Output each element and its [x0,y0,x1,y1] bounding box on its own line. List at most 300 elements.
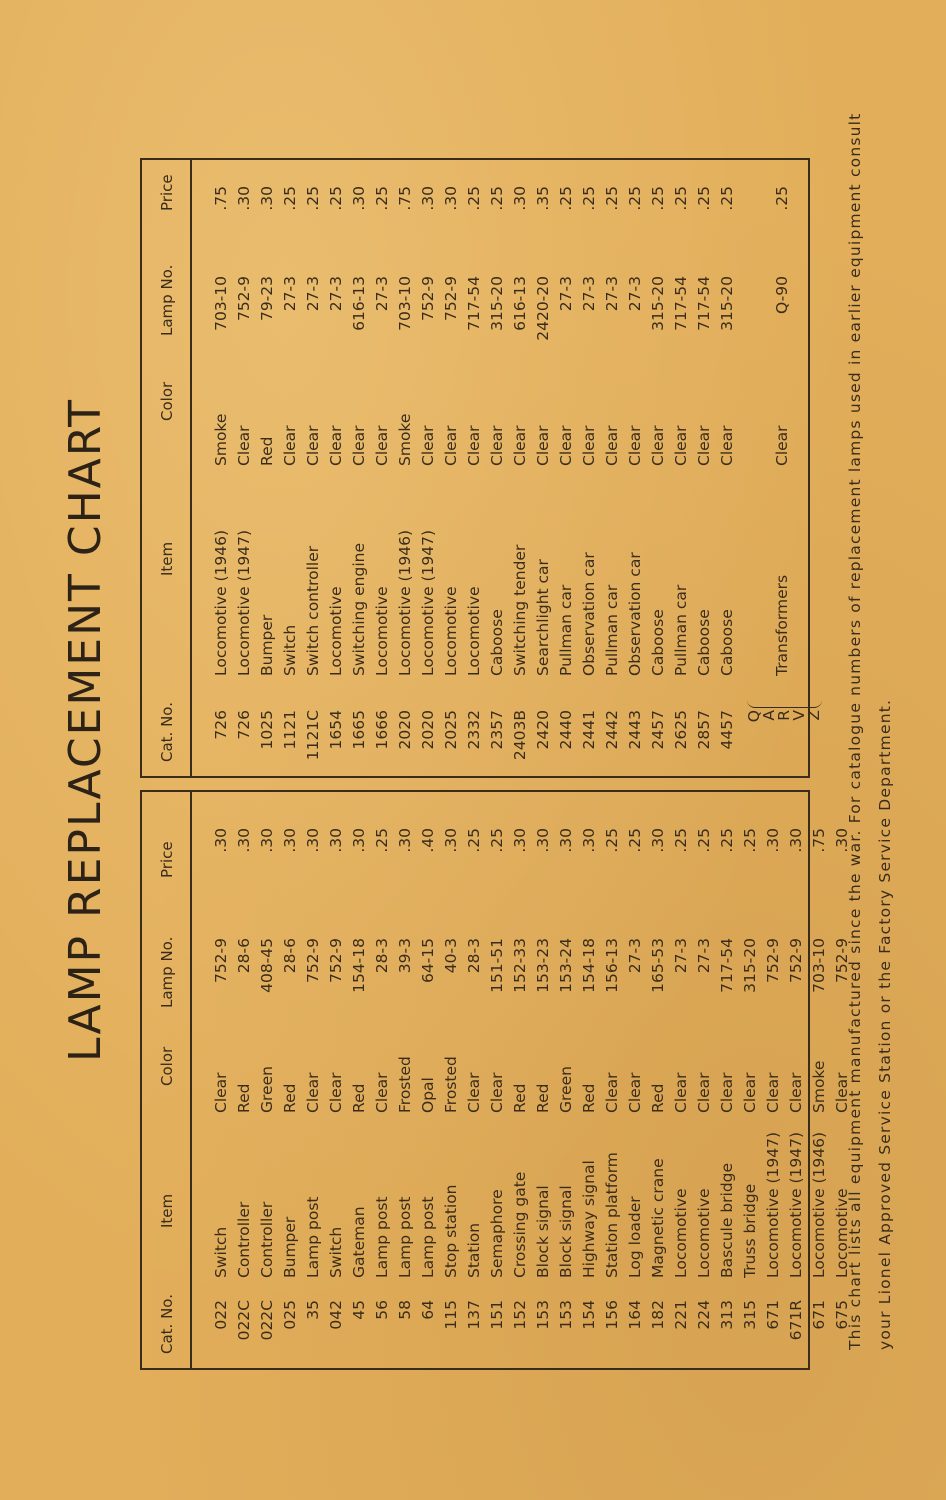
lamp-no-cell: 156-13 [603,938,621,993]
right-table [140,158,823,778]
cat-no-cell: 151 [488,1300,506,1330]
table-row [233,792,256,1368]
price-cell: .30 [419,186,437,211]
transformer-item-cell: Transformers [772,574,791,676]
header-item: Item [158,541,176,576]
item-cell: Lamp post [373,1196,391,1278]
cat-no-cell: 1665 [350,710,368,750]
item-cell: Locomotive (1947) [235,530,253,676]
price-cell: .75 [212,186,230,211]
table-row [463,160,486,776]
table-row [647,160,670,776]
table-row [325,160,348,776]
price-cell: .30 [442,828,460,853]
price-cell: .25 [695,186,713,211]
cat-no-cell: 2332 [465,710,483,750]
header-cat-no: Cat. No. [158,1294,176,1354]
lamp-no-cell: 752-9 [419,276,437,322]
item-cell: Locomotive [442,586,460,676]
cat-no-cell: 64 [419,1300,437,1320]
item-cell: Bumper [281,1216,299,1278]
cat-no-cell: 726 [235,710,253,740]
item-cell: Searchlight car [534,559,552,676]
color-cell: Clear [741,1072,759,1113]
item-cell: Log loader [626,1196,644,1278]
cat-no-cell: 1666 [373,710,391,750]
table-row [394,160,417,776]
item-cell: Locomotive (1946) [212,530,230,676]
color-cell: Red [258,436,276,466]
lamp-no-cell: 64-15 [419,938,437,984]
cat-no-cell: 152 [511,1300,529,1330]
header-lamp-no: Lamp No. [158,264,176,336]
lamp-no-cell: 28-3 [373,938,391,974]
left-table-rows [192,792,854,1368]
price-cell: .40 [419,828,437,853]
color-cell: Clear [304,425,322,466]
lamp-no-cell: 703-10 [212,276,230,331]
cat-no-cell: 153 [557,1300,575,1330]
lamp-no-cell: 27-3 [373,276,391,312]
color-cell: Clear [373,425,391,466]
color-cell: Clear [672,425,690,466]
color-cell: Clear [212,1072,230,1113]
table-row [601,160,624,776]
color-cell: Frosted [442,1056,460,1113]
cat-no-cell: 4457 [718,710,736,750]
item-cell: Lamp post [419,1196,437,1278]
item-cell: Locomotive [327,586,345,676]
cat-no-cell: 182 [649,1300,667,1330]
right-table-rows [192,160,823,776]
price-cell: .25 [626,186,644,211]
table-row [716,160,739,776]
transformer-letter: V [790,710,808,721]
table-row [716,792,739,1368]
color-cell: Green [557,1066,575,1113]
cat-no-cell: 2020 [419,710,437,750]
footnote-line-2: your Lionel Approved Service Station or the Factory Service Department. [876,698,894,1350]
table-row [256,160,279,776]
header-lamp-no: Lamp No. [158,936,176,1008]
table-row [647,792,670,1368]
table-row [555,792,578,1368]
color-cell: Clear [350,425,368,466]
cat-no-cell: 2441 [580,710,598,750]
lamp-no-cell: 39-3 [396,938,414,974]
price-cell: .30 [580,828,598,853]
cat-no-cell: 224 [695,1300,713,1330]
cat-no-cell: 042 [327,1300,345,1330]
table-row [693,160,716,776]
lamp-no-cell: 315-20 [741,938,759,993]
cat-no-cell: 022C [258,1300,276,1341]
table-row [440,160,463,776]
item-cell: Station platform [603,1152,621,1278]
price-cell: .30 [212,828,230,853]
table-row [325,792,348,1368]
lamp-no-cell: 153-24 [557,938,575,993]
table-row [279,792,302,1368]
price-cell: .35 [534,186,552,211]
lamp-no-cell: 717-54 [672,276,690,331]
header-color: Color [158,1046,176,1086]
table-row [509,792,532,1368]
price-cell: .25 [649,186,667,211]
cat-no-cell: 022 [212,1300,230,1330]
cat-no-cell: 025 [281,1300,299,1330]
item-cell: Locomotive [373,586,391,676]
price-cell: .30 [557,828,575,853]
header-price: Price [158,841,176,878]
lamp-no-cell: 717-54 [718,938,736,993]
cat-no-cell: 137 [465,1300,483,1330]
color-cell: Green [258,1066,276,1113]
cat-no-cell: 675 [833,1300,851,1330]
cat-no-cell: 671 [764,1300,782,1330]
item-cell: Switch [327,1226,345,1278]
cat-no-cell: 45 [350,1300,368,1320]
price-cell: .30 [511,186,529,211]
item-cell: Switching tender [511,544,529,676]
item-cell: Locomotive (1947) [764,1132,782,1278]
item-cell: Locomotive (1947) [419,530,437,676]
cat-no-cell: 2442 [603,710,621,750]
table-row [348,160,371,776]
price-cell: .25 [373,828,391,853]
header-cat-no: Cat. No. [158,702,176,762]
color-cell: Clear [603,1072,621,1113]
color-cell: Clear [787,1072,805,1113]
table-row [486,792,509,1368]
cat-no-cell: 1121 [281,710,299,750]
cat-no-cell: 58 [396,1300,414,1320]
lamp-no-cell: 315-20 [718,276,736,331]
price-cell: .30 [396,828,414,853]
table-row [279,160,302,776]
item-cell: Crossing gate [511,1171,529,1278]
color-cell: Clear [626,425,644,466]
lamp-no-cell: 152-33 [511,938,529,993]
color-cell: Clear [672,1072,690,1113]
price-cell: .30 [235,186,253,211]
item-cell: Locomotive [695,1188,713,1278]
color-cell: Red [235,1083,253,1113]
lamp-no-cell: 40-3 [442,938,460,974]
cat-no-cell: 1025 [258,710,276,750]
price-cell: .25 [488,186,506,211]
item-cell: Lamp post [304,1196,322,1278]
table-row [601,792,624,1368]
lamp-no-cell: 165-53 [649,938,667,993]
lamp-no-cell: 27-3 [557,276,575,312]
price-cell: .30 [787,828,805,853]
item-cell: Locomotive [465,586,483,676]
item-cell: Locomotive (1946) [396,530,414,676]
color-cell: Clear [465,425,483,466]
cat-no-cell: 156 [603,1300,621,1330]
lamp-no-cell: 752-9 [304,938,322,984]
price-cell: .30 [350,828,368,853]
color-cell: Clear [488,1072,506,1113]
transformer-letter: Q [745,710,763,723]
cat-no-cell: 2443 [626,710,644,750]
table-row [371,160,394,776]
table-row [256,792,279,1368]
color-cell: Clear [603,425,621,466]
lamp-no-cell: 27-3 [327,276,345,312]
price-cell: .30 [442,186,460,211]
table-row [463,792,486,1368]
price-cell: .25 [741,828,759,853]
cat-no-cell: 2020 [396,710,414,750]
price-cell: .25 [603,828,621,853]
item-cell: Pullman car [557,584,575,676]
color-cell: Clear [465,1072,483,1113]
cat-no-cell: 2625 [672,710,690,750]
item-cell: Caboose [649,609,667,676]
color-cell: Clear [304,1072,322,1113]
lamp-no-cell: 752-9 [833,938,851,984]
cat-no-cell: 1121C [304,710,322,761]
price-cell: .30 [649,828,667,853]
cat-no-cell: 2403B [511,710,529,761]
lamp-no-cell: 703-10 [396,276,414,331]
cat-no-cell: 2440 [557,710,575,750]
table-row [417,792,440,1368]
color-cell: Clear [511,425,529,466]
price-cell: .30 [258,828,276,853]
table-row [394,792,417,1368]
price-cell: .30 [327,828,345,853]
color-cell: Red [534,1083,552,1113]
cat-no-cell: 022C [235,1300,253,1341]
price-cell: .75 [396,186,414,211]
left-table [140,790,851,1370]
cat-no-cell: 671R [787,1300,805,1341]
cat-no-cell: 35 [304,1300,322,1320]
price-cell: .30 [764,828,782,853]
lamp-no-cell: 79-23 [258,276,276,322]
cat-no-cell: 56 [373,1300,391,1320]
transformer-letter: Z [805,710,823,721]
header-price: Price [158,174,176,211]
lamp-no-cell: 717-54 [465,276,483,331]
price-cell: .30 [258,186,276,211]
cat-no-cell: 115 [442,1300,460,1330]
color-cell: Clear [419,425,437,466]
lamp-no-cell: 616-13 [511,276,529,331]
color-cell: Clear [833,1072,851,1113]
lamp-no-cell: 28-3 [465,938,483,974]
table-row [302,792,325,1368]
cat-no-cell: 2357 [488,710,506,750]
color-cell: Clear [695,425,713,466]
table-row [670,160,693,776]
item-cell: Gateman [350,1206,368,1278]
color-cell: Clear [327,425,345,466]
lamp-no-cell: 703-10 [810,938,828,993]
cat-no-cell: 313 [718,1300,736,1330]
item-cell: Pullman car [603,584,621,676]
item-cell: Locomotive (1947) [787,1132,805,1278]
cat-no-cell: 726 [212,710,230,740]
color-cell: Clear [626,1072,644,1113]
color-cell: Smoke [396,413,414,466]
lamp-no-cell: 752-9 [787,938,805,984]
cat-no-cell: 2857 [695,710,713,750]
color-cell: Clear [373,1072,391,1113]
color-cell: Red [350,1083,368,1113]
color-cell: Red [580,1083,598,1113]
price-cell: .30 [833,828,851,853]
item-cell: Switching engine [350,542,368,676]
lamp-no-cell: 27-3 [626,938,644,974]
color-cell: Clear [580,425,598,466]
item-cell: Locomotive [833,1188,851,1278]
table-row [555,160,578,776]
item-cell: Magnetic crane [649,1158,667,1278]
color-cell: Red [511,1083,529,1113]
price-cell: .30 [281,828,299,853]
table-row [302,160,325,776]
price-cell: .25 [557,186,575,211]
table-row [578,792,601,1368]
price-cell: .25 [672,186,690,211]
transformer-price-cell: .25 [772,186,791,211]
brace-mark [747,697,822,708]
price-cell: .30 [511,828,529,853]
price-cell: .25 [603,186,621,211]
transformer-letter: R [775,710,793,721]
table-row [532,792,555,1368]
price-cell: .30 [350,186,368,211]
color-cell: Clear [649,425,667,466]
price-cell: .25 [695,828,713,853]
item-cell: Stop station [442,1184,460,1278]
lamp-no-cell: 315-20 [488,276,506,331]
item-cell: Observation car [626,552,644,676]
lamp-no-cell: 27-3 [281,276,299,312]
lamp-no-cell: 27-3 [695,938,713,974]
color-cell: Red [281,1083,299,1113]
price-cell: .25 [488,828,506,853]
table-row [624,160,647,776]
lamp-no-cell: 408-45 [258,938,276,993]
price-cell: .25 [580,186,598,211]
item-cell: Truss bridge [741,1183,759,1278]
footnote-line-1: This chart lists all equipment manufactured since the war. For catalogue numbers of replacement lamps used in earlier equipment consult [846,112,864,1350]
item-cell: Highway signal [580,1160,598,1278]
price-cell: .25 [304,186,322,211]
table-row [670,792,693,1368]
item-cell: Switch [212,1226,230,1278]
item-cell: Switch controller [304,545,322,676]
cat-no-cell: 153 [534,1300,552,1330]
color-cell: Clear [557,425,575,466]
color-cell: Clear [695,1072,713,1113]
item-cell: Locomotive (1946) [810,1132,828,1278]
lamp-no-cell: 752-9 [442,276,460,322]
table-row [739,792,762,1368]
table-row [808,792,831,1368]
color-cell: Clear [281,425,299,466]
price-cell: .25 [626,828,644,853]
color-cell: Clear [534,425,552,466]
price-cell: .30 [534,828,552,853]
header-item: Item [158,1193,176,1228]
lamp-no-cell: 28-6 [281,938,299,974]
table-row [210,160,233,776]
price-cell: .30 [235,828,253,853]
cat-no-cell: 1654 [327,710,345,750]
lamp-no-cell: 28-6 [235,938,253,974]
cat-no-cell: 671 [810,1300,828,1330]
color-cell: Frosted [396,1056,414,1113]
color-cell: Clear [718,425,736,466]
lamp-no-cell: 752-9 [235,276,253,322]
color-cell: Smoke [810,1060,828,1113]
item-cell: Observation car [580,552,598,676]
color-cell: Clear [764,1072,782,1113]
table-row [371,792,394,1368]
color-cell: Clear [327,1072,345,1113]
price-cell: .25 [465,186,483,211]
item-cell: Switch [281,624,299,676]
lamp-no-cell: 616-13 [350,276,368,331]
color-cell: Clear [488,425,506,466]
footnote [840,112,900,1350]
table-row [785,792,808,1368]
lamp-no-cell: 154-18 [350,938,368,993]
cat-no-cell: 2457 [649,710,667,750]
item-cell: Caboose [695,609,713,676]
right-table-header [142,160,192,776]
item-cell: Caboose [718,609,736,676]
item-cell: Pullman car [672,584,690,676]
item-cell: Controller [258,1201,276,1278]
lamp-no-cell: 717-54 [695,276,713,331]
item-cell: Bascule bridge [718,1162,736,1278]
transformer-letter: A [760,710,778,721]
item-cell: Block signal [534,1185,552,1278]
price-cell: .25 [373,186,391,211]
color-cell: Clear [442,425,460,466]
cat-no-cell: 221 [672,1300,690,1330]
price-cell: .30 [304,828,322,853]
item-cell: Semaphore [488,1189,506,1278]
cat-no-cell: 2025 [442,710,460,750]
price-cell: .25 [465,828,483,853]
lamp-no-cell: 315-20 [649,276,667,331]
price-cell: .75 [810,828,828,853]
price-cell: .25 [672,828,690,853]
lamp-no-cell: 752-9 [327,938,345,984]
lamp-no-cell: 27-3 [672,938,690,974]
price-cell: .25 [718,828,736,853]
price-cell: .25 [718,186,736,211]
table-row [348,792,371,1368]
color-cell: Opal [419,1077,437,1113]
table-row [417,160,440,776]
cat-no-cell: 164 [626,1300,644,1330]
lamp-no-cell: 27-3 [304,276,322,312]
transformer-color-cell: Clear [772,425,791,466]
table-row [532,160,555,776]
table-row [210,792,233,1368]
color-cell: Smoke [212,413,230,466]
table-row [440,792,463,1368]
